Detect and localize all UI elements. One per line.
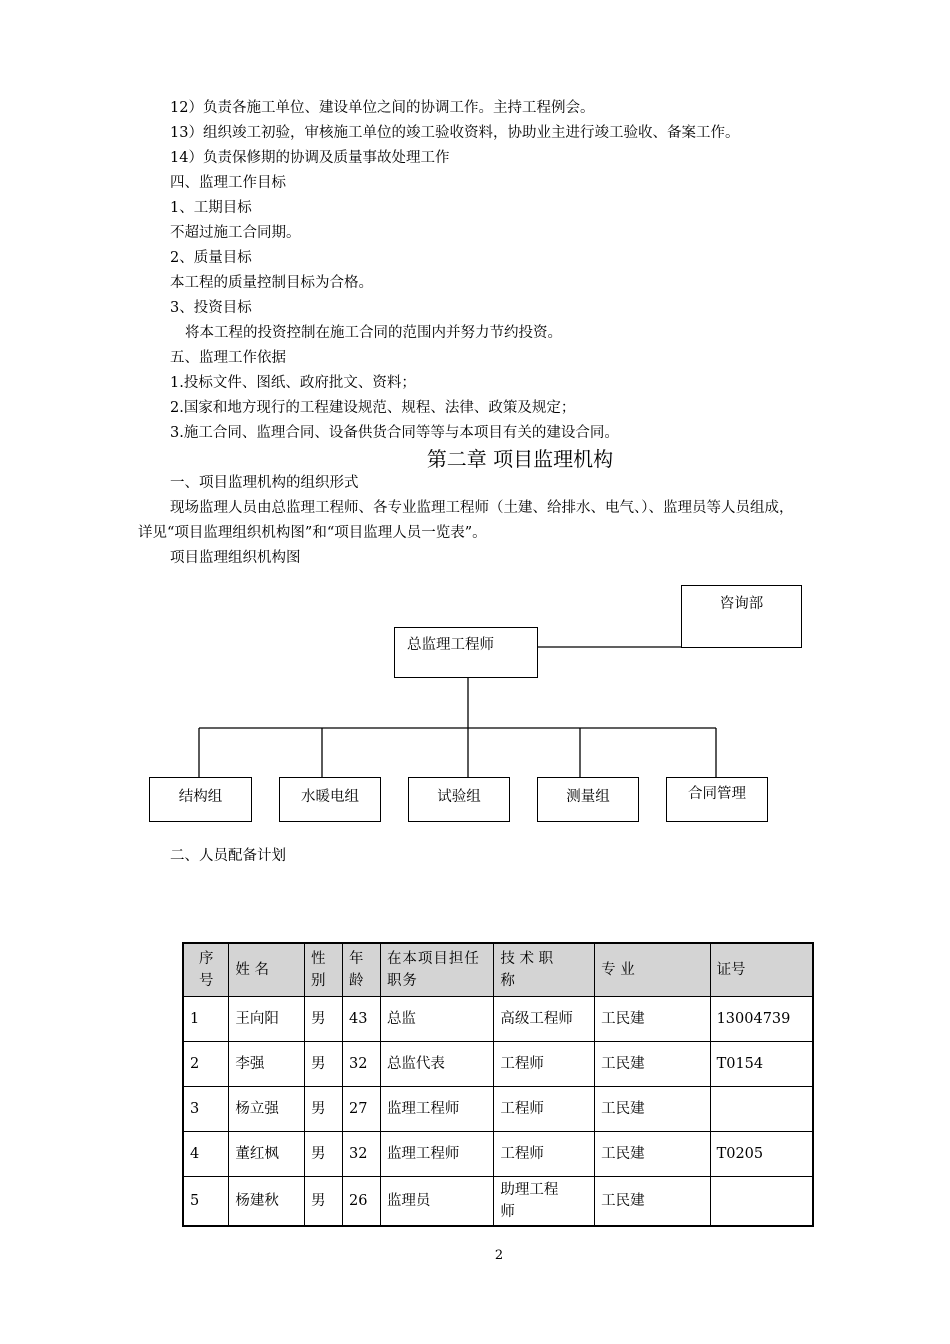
org-chart-caption: 项目监理组织机构图 — [170, 550, 301, 566]
cell-index: 4 — [183, 1132, 229, 1177]
cell-major: 工民建 — [595, 1042, 710, 1087]
header-cell: 性别 — [305, 943, 343, 997]
subheading: 1、工期目标 — [170, 200, 252, 216]
org-box-label: 咨询部 — [719, 596, 764, 612]
text-line: 本工程的质量控制目标为合格。 — [170, 275, 373, 291]
org-box-structure-group — [149, 777, 252, 822]
header-cell: 专 业 — [595, 943, 710, 997]
section-heading: 五、监理工作依据 — [170, 350, 286, 366]
cell-age: 27 — [342, 1087, 380, 1132]
table-row — [183, 1177, 813, 1227]
chapter-title: 第二章 项目监理机构 — [426, 447, 614, 471]
paragraph-line: 详见“项目监理组织机构图”和“项目监理人员一览表”。 — [138, 525, 487, 541]
paragraph-line: 现场监理人员由总监理工程师、各专业监理工程师（土建、给排水、电气、）、监理员等人员组成， — [170, 500, 794, 516]
cell-cert: T0154 — [710, 1042, 813, 1087]
cell-gender: 男 — [305, 1177, 343, 1227]
org-box-consulting — [681, 585, 802, 648]
table-row — [183, 1087, 813, 1132]
cell-name: 杨建秋 — [229, 1177, 305, 1227]
cell-gender: 男 — [305, 1132, 343, 1177]
header-cell: 证号 — [710, 943, 813, 997]
header-cell: 技 术 职 称 — [494, 943, 595, 997]
table-row — [183, 997, 813, 1042]
cell-cert: T0205 — [710, 1132, 813, 1177]
page-number: 2 — [494, 1248, 504, 1263]
text-line: 2.国家和地方现行的工程建设规范、规程、法律、政策及规定； — [170, 400, 576, 416]
cell-gender: 男 — [305, 1042, 343, 1087]
org-box-survey-group — [537, 777, 639, 822]
header-cell: 年龄 — [342, 943, 380, 997]
cell-position: 监理员 — [380, 1177, 493, 1227]
cell-position: 监理工程师 — [380, 1087, 493, 1132]
cell-position: 总监代表 — [380, 1042, 493, 1087]
text-line: 1.投标文件、图纸、政府批文、资料； — [170, 375, 416, 391]
cell-index: 1 — [183, 997, 229, 1042]
subheading: 3、投资目标 — [170, 300, 252, 316]
table-row — [183, 1042, 813, 1087]
org-box-label: 合同管理 — [688, 786, 746, 802]
cell-gender: 男 — [305, 1087, 343, 1132]
text-line: 将本工程的投资控制在施工合同的范围内并努力节约投资。 — [185, 325, 562, 341]
cell-major: 工民建 — [595, 1177, 710, 1227]
cell-title: 助理工程师 — [494, 1177, 595, 1227]
cell-title: 工程师 — [494, 1087, 595, 1132]
cell-gender: 男 — [305, 997, 343, 1042]
cell-title: 工程师 — [494, 1042, 595, 1087]
cell-position: 总监 — [380, 997, 493, 1042]
org-box-label: 试验组 — [437, 789, 481, 805]
cell-name: 杨立强 — [229, 1087, 305, 1132]
text-line: 14）负责保修期的协调及质量事故处理工作 — [170, 150, 450, 166]
header-cell: 在本项目担任职务 — [380, 943, 493, 997]
cell-major: 工民建 — [595, 1087, 710, 1132]
header-cell: 姓 名 — [229, 943, 305, 997]
cell-title: 工程师 — [494, 1132, 595, 1177]
staff-table — [182, 942, 814, 1227]
cell-major: 工民建 — [595, 997, 710, 1042]
cell-age: 43 — [342, 997, 380, 1042]
cell-index: 5 — [183, 1177, 229, 1227]
cell-age: 26 — [342, 1177, 380, 1227]
text-line: 12）负责各施工单位、建设单位之间的协调工作。主持工程例会。 — [170, 100, 595, 116]
cell-cert — [710, 1087, 813, 1132]
section-heading: 一、项目监理机构的组织形式 — [170, 475, 359, 491]
cell-name: 李强 — [229, 1042, 305, 1087]
text-line: 3.施工合同、监理合同、设备供货合同等等与本项目有关的建设合同。 — [170, 425, 619, 441]
cell-index: 3 — [183, 1087, 229, 1132]
org-box-label: 测量组 — [566, 789, 610, 805]
cell-cert — [710, 1177, 813, 1227]
text-line: 13）组织竣工初验，审核施工单位的竣工验收资料，协助业主进行竣工验收、备案工作。 — [170, 125, 740, 141]
section-heading: 二、人员配备计划 — [170, 848, 286, 864]
cell-cert: 13004739 — [710, 997, 813, 1042]
cell-age: 32 — [342, 1042, 380, 1087]
cell-age: 32 — [342, 1132, 380, 1177]
cell-major: 工民建 — [595, 1132, 710, 1177]
org-box-mep-group — [279, 777, 381, 822]
org-box-label: 结构组 — [178, 789, 223, 805]
org-box-contract-management — [666, 777, 768, 822]
subheading: 2、质量目标 — [170, 250, 252, 266]
table-header-row — [183, 943, 813, 997]
text-line: 不超过施工合同期。 — [170, 225, 301, 241]
cell-position: 监理工程师 — [380, 1132, 493, 1177]
cell-name: 董红枫 — [229, 1132, 305, 1177]
org-box-chief-engineer — [394, 627, 538, 678]
cell-title: 高级工程师 — [494, 997, 595, 1042]
org-box-label: 水暖电组 — [301, 789, 359, 805]
org-box-testing-group — [408, 777, 510, 822]
org-box-label: 总监理工程师 — [407, 637, 494, 653]
cell-name: 王向阳 — [229, 997, 305, 1042]
section-heading: 四、监理工作目标 — [170, 175, 286, 191]
table-row — [183, 1132, 813, 1177]
header-cell: 序号 — [183, 943, 229, 997]
cell-index: 2 — [183, 1042, 229, 1087]
